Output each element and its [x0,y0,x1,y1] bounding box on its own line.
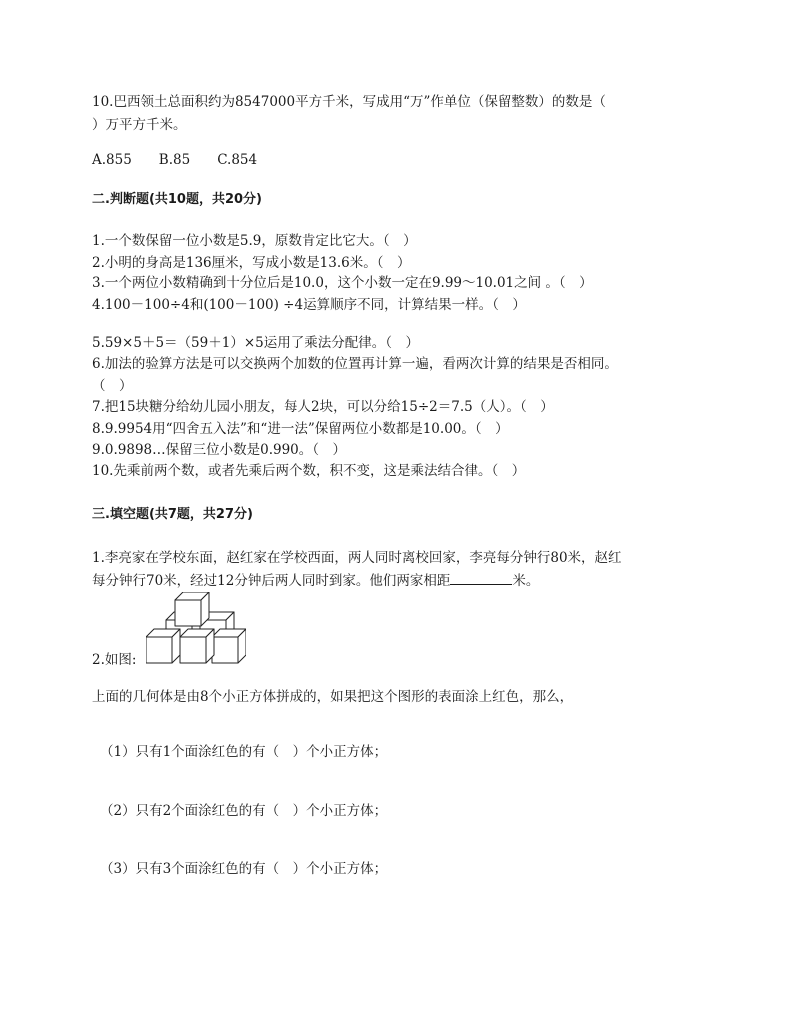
fill-q1-line2-unit: 米。 [512,573,540,589]
judge-item-1: 1.一个数保留一位小数是5.9，原数肯定比它大。（ ） [92,233,417,249]
judge-item-6-bracket: （ ） [92,378,133,394]
fill-q2-label: 2.如图: [92,652,137,668]
judge-item-5: 5.59×5＋5＝（59＋1）×5运用了乘法分配律。（ ） [92,335,419,351]
fill-q2-part-1: （1）只有1个面涂红色的有（ ）个小正方体； [100,744,388,760]
section2-title: 二.判断题(共10题，共20分) [92,192,263,207]
judge-item-7: 7.把15块糖分给幼儿园小朋友，每人2块，可以分给15÷2＝7.5（人）。（ ） [92,399,554,415]
judge-item-4: 4.100－100÷4和(100－100) ÷4运算顺序不同，计算结果一样。（ ） [92,297,526,313]
fill-q2-part-3: （3）只有3个面涂红色的有（ ）个小正方体； [100,861,388,877]
judge-item-3: 3.一个两位小数精确到十分位后是10.0，这个小数一定在9.99～10.01之间 。（ ） [92,275,593,291]
judge-item-2: 2.小明的身高是136厘米，写成小数是13.6米。（ ） [92,255,411,271]
fill-q1-line1: 1.李亮家在学校东面，赵红家在学校西面，两人同时离校回家，李亮每分钟行80米，赵红 [92,550,622,566]
q10-options: A.855 B.85 C.854 [92,152,258,168]
cube-stack-figure [146,592,246,666]
answer-blank[interactable] [450,570,512,585]
fill-q1-line2-text: 每分钟行70米，经过12分钟后两人同时到家。他们两家相距 [92,573,451,589]
judge-item-8: 8.9.9954用“四舍五入法”和“进一法”保留两位小数都是10.00。（ ） [92,421,509,437]
fill-q2-part-2: （2）只有2个面涂红色的有（ ）个小正方体； [100,803,388,819]
judge-item-6: 6.加法的验算方法是可以交换两个加数的位置再计算一遍，看两次计算的结果是否相同。 [92,356,618,372]
judge-item-9: 9.0.9898…保留三位小数是0.990。（ ） [92,442,347,458]
fill-q1-line2 [92,570,539,591]
judge-item-10: 10.先乘前两个数，或者先乘后两个数，积不变，这是乘法结合律。（ ） [92,463,526,479]
fill-q2-description: 上面的几何体是由8个小正方体拼成的，如果把这个图形的表面涂上红色，那么， [92,689,574,705]
q10-text-line2: ）万平方千米。 [92,117,187,133]
section3-title: 三.填空题(共7题，共27分) [92,507,253,522]
q10-text-line1: 10.巴西领土总面积约为8547000平方千米，写成用“万”作单位（保留整数）的数是（ [92,94,606,110]
